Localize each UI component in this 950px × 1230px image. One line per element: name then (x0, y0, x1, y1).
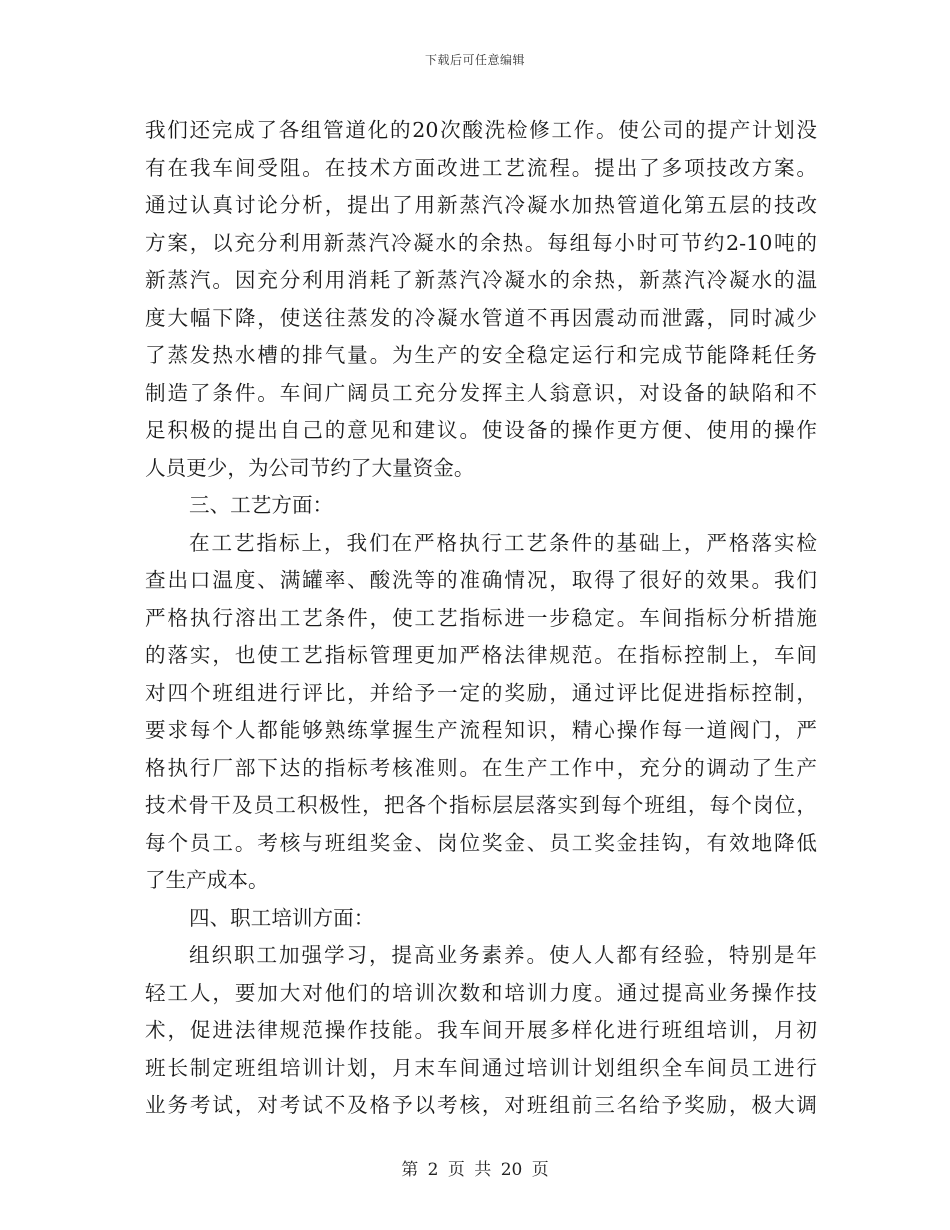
text-line: 通过认真讨论分析，提出了用新蒸汽冷凝水加热管道化第五层的技改 (145, 193, 817, 217)
text-line: 新蒸汽。因充分利用消耗了新蒸汽冷凝水的余热，新蒸汽冷凝水的温 (145, 268, 817, 292)
text-line: 了蒸发热水槽的排气量。为生产的安全稳定运行和完成节能降耗任务 (145, 343, 817, 367)
text-line: 了生产成本。 (145, 868, 269, 892)
text-line: 术，促进法律规范操作技能。我车间开展多样化进行班组培训，月初 (145, 1018, 817, 1042)
text-line: 格执行厂部下达的指标考核准则。在生产工作中，充分的调动了生产 (145, 755, 817, 780)
page-number-footer: 第 2 页 共 20 页 (401, 1160, 549, 1180)
text-line: 度大幅下降，使送往蒸发的冷凝水管道不再因震动而泄露，同时减少 (145, 305, 817, 330)
text-line: 人员更少，为公司节约了大量资金。 (145, 455, 475, 480)
text-line: 查出口温度、满罐率、酸洗等的准确情况，取得了很好的效果。我们 (145, 568, 817, 592)
section-heading: 四、职工培训方面： (189, 905, 375, 930)
text-line: 业务考试，对考试不及格予以考核，对班组前三名给予奖励，极大调 (145, 1093, 817, 1117)
text-line: 有在我车间受阻。在技术方面改进工艺流程。提出了多项技改方案。 (145, 155, 817, 180)
text-line: 技术骨干及员工积极性，把各个指标层层落实到每个班组，每个岗位， (145, 793, 817, 817)
text-line: 严格执行溶出工艺条件，使工艺指标进一步稳定。车间指标分析措施 (145, 605, 817, 630)
document-body (145, 112, 817, 1125)
text-line: 要求每个人都能够熟练掌握生产流程知识，精心操作每一道阀门，严 (145, 718, 817, 742)
text-line: 组织职工加强学习，提高业务素养。使人人都有经验，特别是年 (189, 943, 817, 967)
page-header: 下载后可任意编辑 (424, 53, 525, 67)
text-line: 对四个班组进行评比，并给予一定的奖励，通过评比促进指标控制， (145, 680, 817, 705)
text-line: 足积极的提出自己的意见和建议。使设备的操作更方便、使用的操作 (145, 418, 817, 442)
text-line: 的落实，也使工艺指标管理更加严格法律规范。在指标控制上，车间 (145, 643, 817, 667)
text-line: 每个员工。考核与班组奖金、岗位奖金、员工奖金挂钩，有效地降低 (145, 830, 817, 855)
text-line: 轻工人，要加大对他们的培训次数和培训力度。通过提高业务操作技 (145, 980, 817, 1005)
section-heading: 三、工艺方面： (189, 493, 334, 517)
text-line: 班长制定班组培训计划，月末车间通过培训计划组织全车间员工进行 (145, 1055, 817, 1080)
text-line: 制造了条件。车间广阔员工充分发挥主人翁意识，对设备的缺陷和不 (145, 380, 817, 405)
text-line: 方案，以充分利用新蒸汽冷凝水的余热。每组每小时可节约2-10吨的 (145, 230, 817, 255)
text-line: 我们还完成了各组管道化的20次酸洗检修工作。使公司的提产计划没 (145, 118, 817, 142)
text-line: 在工艺指标上，我们在严格执行工艺条件的基础上，严格落实检 (189, 530, 817, 555)
